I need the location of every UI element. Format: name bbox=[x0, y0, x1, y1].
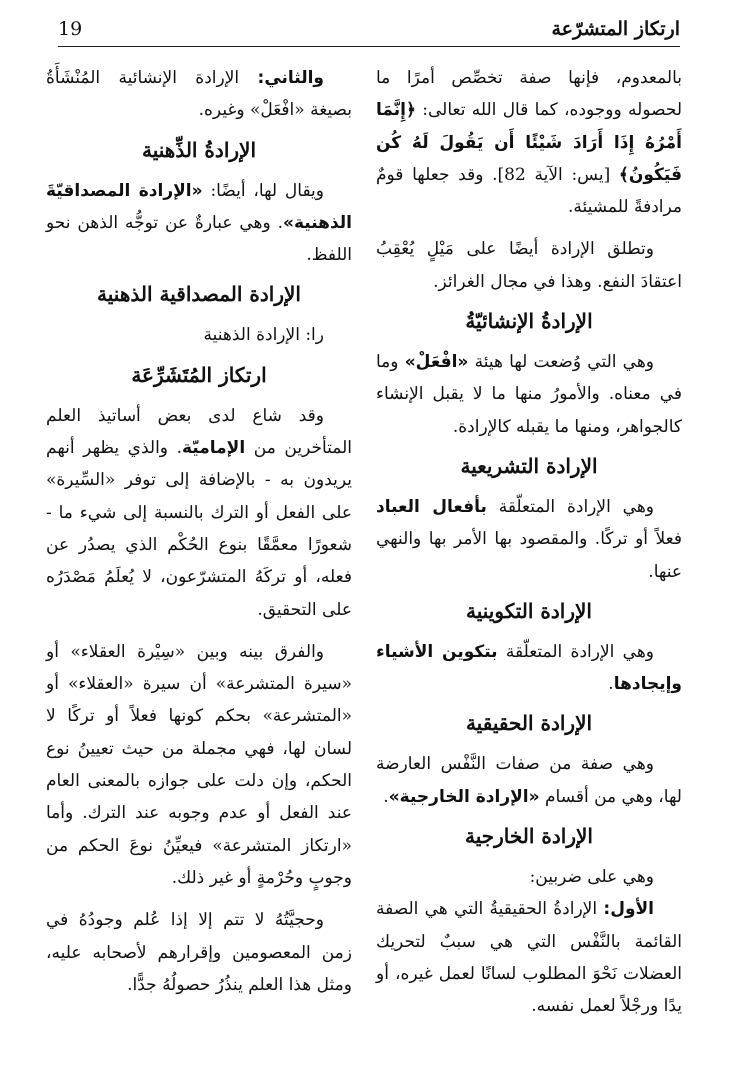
entry-heading: الإرادة الحقيقية bbox=[465, 711, 593, 736]
page-number: 19 bbox=[58, 18, 83, 40]
entry-heading: الإرادة التكوينية bbox=[466, 598, 592, 623]
header-rule bbox=[58, 46, 680, 47]
paragraph: الأول: الإرادةُ الحقيقيةُ التي هي الصفة القائمة بالنَّفْس التي هي سببٌ لتحريك العضلات نَحْوَ المطلوب لسانًا لعمل غيره، أو يدًا ورجْلاً لعمل نفسه. bbox=[376, 899, 682, 1017]
paragraph: والفرق بينه وبين «سِيْرة العقلاء» أو «سيرة المتشرعة» أن سيرة «العقلاء» أو «المتشرعة» بحكم كونها فعلاً أو تركًا لا لسان لها، فهي مجملة من حيث تعيينُ نوع الحكم، وإن دلت على جوازه بالمعنى العام عند الفعل أو عدم وجوبه عند الترك. وأما «ارتكاز المتشرعة» فيعيِّنُ نوعَ الحكم من وجوبٍ وحُرْمةٍ أو غير ذلك. bbox=[46, 641, 352, 888]
entry-heading: الإرادةُ الإنشائيّةُ bbox=[465, 309, 593, 334]
running-title: ارتكاز المتشرّعة bbox=[551, 18, 680, 40]
paragraph: وقد شاع لدى بعض أساتيذ العلم المتأخرين من الإماميّة. والذي يظهر أنهم يريدون به - بالإضافة إلى توفر «السِّيرة» على الفعل أو الترك بالنسبة إلى شيء ما - شعورًا معمَّقًا بنوع الحُكْم الذي يصدُر عن فعله، أو تركَهُ المتشرّعون، لا يُعلَمُ مَصْدَرُه على التحقيق. bbox=[46, 405, 352, 620]
entry-heading: ارتكاز المُتَشَرِّعَة bbox=[131, 362, 267, 387]
paragraph: وتطلق الإرادة أيضًا على مَيْلٍ يُعْقِبُ اعتقادَ النفع. وهذا في مجال الغرائز. bbox=[376, 239, 682, 292]
entry-heading: الإرادة التشريعية bbox=[460, 453, 598, 478]
paragraph: وحجيَّتُهُ لا تتم إلا إذا عُلم وجودُهُ في زمن المعصومين وإقرارهم لأصحابه عليه، ومثل هذا العلم ينذُرُ حصولُهُ جدًّا. bbox=[46, 910, 352, 995]
cross-reference: را: الإرادة الذهنية bbox=[203, 325, 324, 346]
paragraph: ويقال لها، أيضًا: «الإرادة المصداقيّةَ الذهنية». وهي عبارةٌ عن توجُّه الذهن نحو اللفظ. bbox=[46, 180, 352, 266]
page-header bbox=[58, 18, 680, 46]
entry-heading: الإرادةُ الذِّهنية bbox=[141, 137, 256, 162]
paragraph: وهي الإرادة المتعلّقة بتكوين الأشياء وإيجادها. bbox=[376, 641, 682, 695]
left-column bbox=[46, 62, 352, 1001]
paragraph: وهي صفة من صفات النَّفْس العارضة لها، وهي من أقسام «الإرادة الخارجية». bbox=[376, 754, 682, 807]
paragraph: والثاني: الإرادة الإنشائية المُنْشَأَةُ بصيغة «افْعَلْ» وغيره. bbox=[46, 68, 352, 121]
paragraph: وهي التي وُضعت لها هيئة «افْعَلْ» وما في معناه. والأمورُ منها ما لا يقبل الإنشاء كالجواهر، ومنها ما يقبله كالإرادة. bbox=[376, 352, 682, 437]
paragraph: وهي على ضربين: bbox=[529, 867, 654, 888]
quran-verse: ﴿إِنَّمَا أَمْرُهُ إِذَا أَرَادَ شَيْئًا أَن يَقُولَ لَهُ كُن فَيَكُونُ﴾ bbox=[376, 100, 683, 185]
paragraph: وهي الإرادة المتعلّقة بأفعال العباد فعلاً أو تركًا. والمقصود بها الأمر بها والنهي عنها. bbox=[376, 496, 682, 582]
paragraph: بالمعدوم، فإنها صفة تخصِّص أمرًا ما لحصوله ووجوده، كما قال الله تعالى: ﴿إِنَّمَا أَمْرُهُ إِذَا أَرَادَ شَيْئًا أَن يَقُولَ لَهُ كُن فَيَكُونُ﴾ [يس: الآية 82]. وقد جعلها قومٌ مرادفةً للمشيئة. bbox=[376, 68, 683, 218]
entry-heading: الإرادة المصداقية الذهنية bbox=[97, 282, 301, 307]
right-column bbox=[376, 62, 682, 1023]
entry-heading: الإرادة الخارجية bbox=[465, 824, 593, 849]
